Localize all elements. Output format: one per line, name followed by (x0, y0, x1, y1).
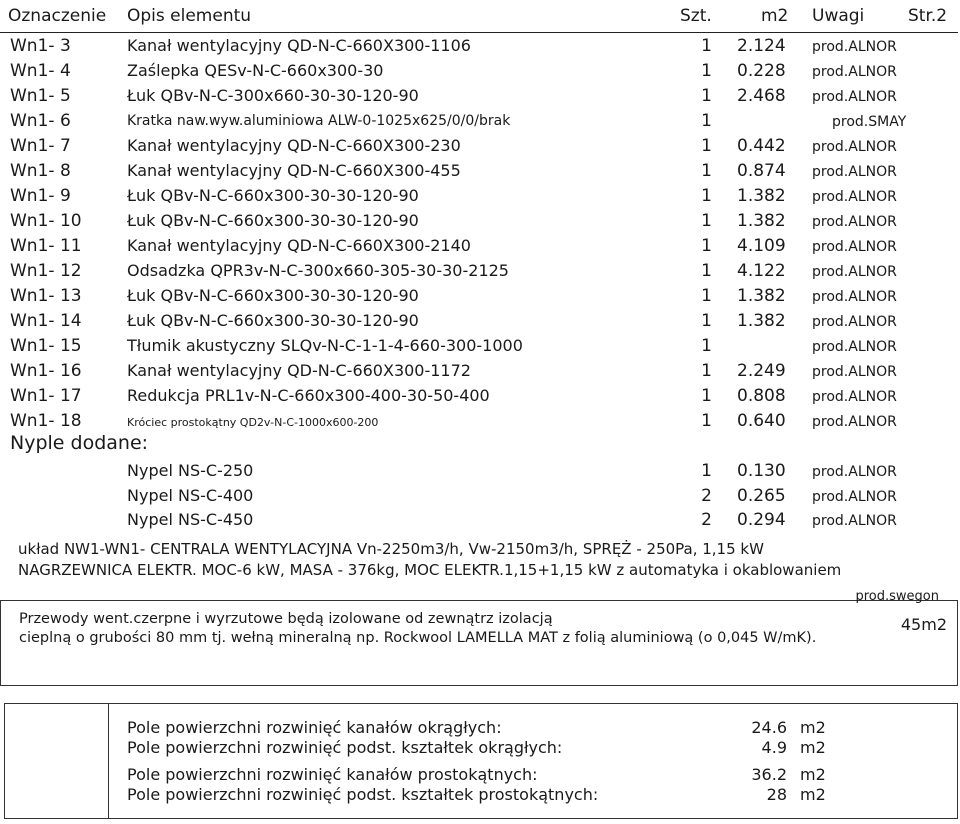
row-code: Wn1- 14 (10, 311, 82, 331)
table-row (0, 136, 960, 160)
table-row (0, 286, 960, 310)
row-area: 0.130 (737, 461, 786, 481)
row-description: Kanał wentylacyjny QD-N-C-660X300-2140 (127, 236, 471, 255)
row-quantity: 1 (701, 336, 712, 356)
row-area: 4.109 (737, 236, 786, 256)
row-quantity: 1 (701, 261, 712, 281)
table-row (0, 336, 960, 360)
row-note: prod.ALNOR (812, 364, 897, 380)
row-code: Wn1- 8 (10, 161, 71, 181)
table-row (0, 311, 960, 335)
summary-value: 4.9 (761, 738, 787, 757)
row-quantity: 1 (701, 61, 712, 81)
row-area: 2.124 (737, 36, 786, 56)
summary-label: Pole powierzchni rozwinięć kanałów okrągłych: (127, 718, 502, 737)
header-divider (0, 32, 958, 33)
row-quantity: 1 (701, 211, 712, 231)
row-area: 2.468 (737, 86, 786, 106)
table-row (0, 211, 960, 235)
insulation-line-2: cieplną o grubości 80 mm tj. wełną mineralną np. Rockwool LAMELLA MAT z folią aluminiową (o 0,045 W/mK). (19, 630, 817, 646)
row-note: prod.ALNOR (812, 189, 897, 205)
table-row (0, 361, 960, 385)
row-area: 0.294 (737, 510, 786, 530)
row-quantity: 1 (701, 136, 712, 156)
surface-summary-box (4, 703, 958, 819)
nyple-section-title: Nyple dodane: (10, 432, 149, 454)
row-area: 4.122 (737, 261, 786, 281)
row-description: Nypel NS-C-450 (127, 510, 254, 529)
row-code: Wn1- 17 (10, 386, 82, 406)
row-code: Wn1- 7 (10, 136, 71, 156)
row-note: prod.ALNOR (812, 39, 897, 55)
row-note: prod.SMAY (832, 114, 907, 130)
table-row (0, 236, 960, 260)
row-code: Wn1- 11 (10, 236, 82, 256)
summary-unit: m2 (800, 738, 826, 757)
row-code: Wn1- 10 (10, 211, 82, 231)
insulation-area: 45m2 (900, 615, 947, 634)
row-quantity: 1 (701, 286, 712, 306)
header-notes: Uwagi (812, 6, 865, 26)
row-area: 0.640 (737, 411, 786, 431)
row-area: 0.442 (737, 136, 786, 156)
row-description: Kanał wentylacyjny QD-N-C-660X300-1106 (127, 36, 471, 55)
row-note: prod.ALNOR (812, 89, 897, 105)
row-note: prod.ALNOR (812, 414, 897, 430)
summary-label: Pole powierzchni rozwinięć podst. kształtek prostokątnych: (127, 785, 599, 804)
row-quantity: 1 (701, 236, 712, 256)
summary-unit: m2 (800, 718, 826, 737)
summary-divider (108, 704, 109, 818)
header-description: Opis elementu (127, 6, 252, 26)
central-unit-line-1: układ NW1-WN1- CENTRALA WENTYLACYJNA Vn-2250m3/h, Vw-2150m3/h, SPRĘŻ - 250Pa, 1,15 kW (18, 540, 764, 558)
row-quantity: 1 (701, 36, 712, 56)
table-row (0, 86, 960, 110)
row-note: prod.ALNOR (812, 389, 897, 405)
row-description: Zaślepka QESv-N-C-660x300-30 (127, 61, 384, 80)
header-code: Oznaczenie (8, 6, 107, 26)
row-area: 1.382 (737, 311, 786, 331)
row-quantity: 1 (701, 386, 712, 406)
insulation-line-1: Przewody went.czerpne i wyrzutowe będą izolowane od zewnątrz izolacją (19, 611, 553, 627)
row-description: Kanał wentylacyjny QD-N-C-660X300-230 (127, 136, 461, 155)
row-description: Kanał wentylacyjny QD-N-C-660X300-455 (127, 161, 461, 180)
row-code: Wn1- 16 (10, 361, 82, 381)
row-code: Wn1- 13 (10, 286, 82, 306)
row-note: prod.ALNOR (812, 489, 897, 505)
summary-value: 28 (766, 785, 787, 804)
row-description: Nypel NS-C-400 (127, 486, 254, 505)
row-description: Kanał wentylacyjny QD-N-C-660X300-1172 (127, 361, 471, 380)
row-note: prod.ALNOR (812, 239, 897, 255)
summary-label: Pole powierzchni rozwinięć kanałów prostokątnych: (127, 765, 538, 784)
row-description: Nypel NS-C-250 (127, 461, 254, 480)
row-quantity: 1 (701, 161, 712, 181)
table-row (0, 111, 960, 135)
row-note: prod.ALNOR (812, 314, 897, 330)
table-row (0, 261, 960, 285)
row-quantity: 1 (701, 111, 712, 131)
row-quantity: 1 (701, 411, 712, 431)
row-area: 0.265 (737, 486, 786, 506)
row-note: prod.ALNOR (812, 64, 897, 80)
row-area: 0.808 (737, 386, 786, 406)
summary-unit: m2 (800, 765, 826, 784)
row-area: 1.382 (737, 286, 786, 306)
row-code: Wn1- 4 (10, 61, 71, 81)
row-code: Wn1- 6 (10, 111, 71, 131)
row-description: Łuk QBv-N-C-660x300-30-30-120-90 (127, 186, 419, 205)
row-quantity: 1 (701, 86, 712, 106)
central-unit-line-2: NAGRZEWNICA ELEKTR. MOC-6 kW, MASA - 376kg, MOC ELEKTR.1,15+1,15 kW z automatyka i okablowaniem (18, 561, 842, 579)
row-note: prod.ALNOR (812, 264, 897, 280)
row-description: Łuk QBv-N-C-300x660-30-30-120-90 (127, 86, 419, 105)
row-area: 2.249 (737, 361, 786, 381)
nipple-row (0, 486, 960, 510)
row-code: Wn1- 12 (10, 261, 82, 281)
insulation-box (0, 589, 958, 686)
row-note: prod.ALNOR (812, 289, 897, 305)
row-description: Łuk QBv-N-C-660x300-30-30-120-90 (127, 311, 419, 330)
row-description: Łuk QBv-N-C-660x300-30-30-120-90 (127, 211, 419, 230)
row-description: Redukcja PRL1v-N-C-660x300-400-30-50-400 (127, 386, 490, 405)
summary-unit: m2 (800, 785, 826, 804)
nipple-row (0, 461, 960, 485)
summary-value: 24.6 (751, 718, 787, 737)
table-row (0, 386, 960, 410)
row-code: Wn1- 18 (10, 411, 82, 431)
row-description: Łuk QBv-N-C-660x300-30-30-120-90 (127, 286, 419, 305)
row-quantity: 1 (701, 461, 712, 481)
row-quantity: 2 (701, 510, 712, 530)
table-row (0, 61, 960, 85)
row-quantity: 1 (701, 186, 712, 206)
table-row (0, 186, 960, 210)
row-note: prod.ALNOR (812, 214, 897, 230)
row-note: prod.ALNOR (812, 164, 897, 180)
row-area: 0.874 (737, 161, 786, 181)
row-description: Króciec prostokątny QD2v-N-C-1000x600-200 (127, 416, 379, 429)
row-note: prod.ALNOR (812, 464, 897, 480)
row-quantity: 2 (701, 486, 712, 506)
table-row (0, 36, 960, 60)
row-note: prod.ALNOR (812, 513, 897, 529)
row-area: 1.382 (737, 186, 786, 206)
page-number: Str.2 (908, 6, 948, 26)
summary-label: Pole powierzchni rozwinięć podst. kształtek okrągłych: (127, 738, 563, 757)
row-area: 1.382 (737, 211, 786, 231)
header-quantity: Szt. (680, 6, 712, 26)
central-unit-producer: prod.swegon (855, 589, 939, 604)
row-quantity: 1 (701, 361, 712, 381)
header-area: m2 (761, 6, 789, 26)
row-description: Tłumik akustyczny SLQv-N-C-1-1-4-660-300-1000 (127, 336, 523, 355)
row-area: 0.228 (737, 61, 786, 81)
row-quantity: 1 (701, 311, 712, 331)
row-note: prod.ALNOR (812, 139, 897, 155)
row-code: Wn1- 5 (10, 86, 71, 106)
row-code: Wn1- 9 (10, 186, 71, 206)
row-code: Wn1- 15 (10, 336, 82, 356)
nipple-row (0, 510, 960, 534)
row-code: Wn1- 3 (10, 36, 71, 56)
summary-value: 36.2 (751, 765, 787, 784)
row-description: Odsadzka QPR3v-N-C-300x660-305-30-30-2125 (127, 261, 509, 280)
row-description: Kratka naw.wyw.aluminiowa ALW-0-1025x625/0/0/brak (127, 113, 511, 129)
row-note: prod.ALNOR (812, 339, 897, 355)
table-row (0, 161, 960, 185)
table-header (0, 6, 960, 28)
